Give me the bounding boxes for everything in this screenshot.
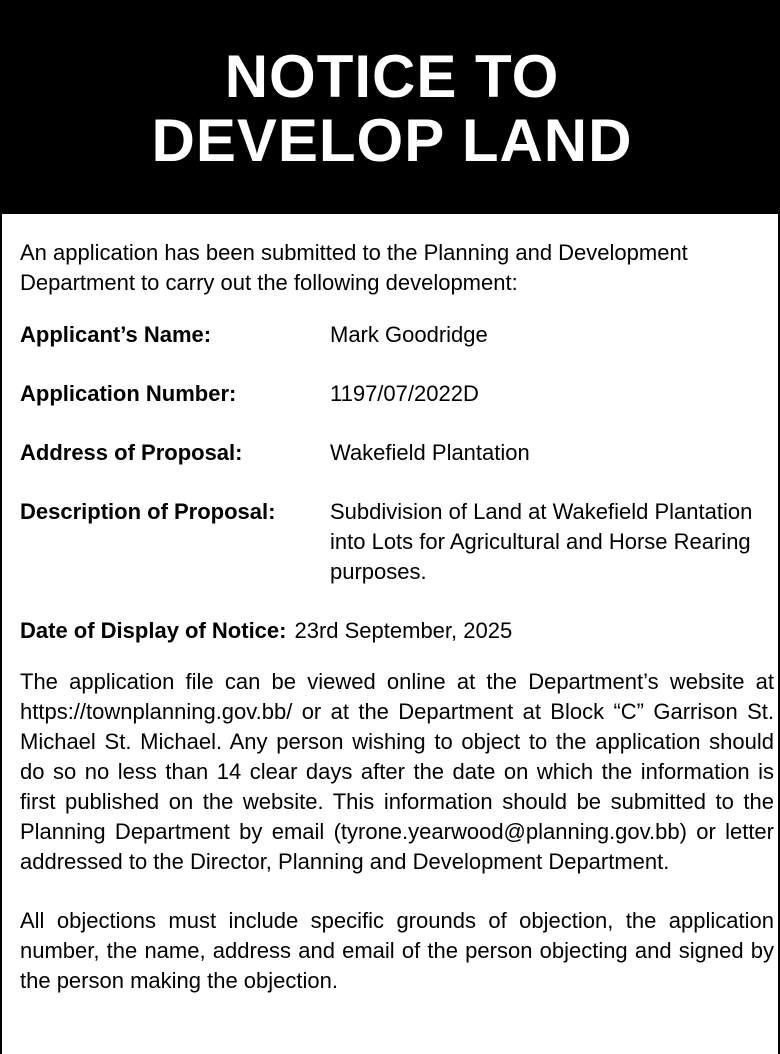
application-number-label: Application Number: [20, 381, 237, 406]
application-number-value: 1197/07/2022D [330, 381, 479, 406]
description-row [20, 497, 774, 587]
display-date-value: 23rd September, 2025 [294, 618, 513, 643]
address-value: Wakefield Plantation [330, 440, 530, 465]
application-number-row [20, 379, 774, 409]
viewing-paragraph: The application file can be viewed online at the Department’s website at https://townplanning.gov.bb/ or at the Department at Block “C” Garrison St. Michael St. Michael. Any person wishing to object to the application should do so no less than 14 clear days after the date on which the information is first published on the website. This information should be submitted to the Planning Department by email (tyrone.yearwood@planning.gov.bb) or letter addressed to the Director, Planning and Development Department. [20, 669, 774, 874]
description-value: Subdivision of Land at Wakefield Plantation into Lots for Agricultural and Horse Rearing purposes. [330, 499, 753, 584]
notice-body [20, 238, 774, 1025]
display-date-row [20, 616, 774, 646]
notice-title-line-2: DEVELOP LAND [151, 107, 633, 174]
applicant-name-value: Mark Goodridge [330, 322, 488, 347]
applicant-name-row [20, 320, 774, 350]
notice-header [2, 0, 780, 214]
intro-text: An application has been submitted to the Planning and Development Department to carry out the following development: [20, 240, 688, 295]
applicant-name-label: Applicant’s Name: [20, 322, 212, 347]
description-label: Description of Proposal: [20, 499, 276, 524]
objections-paragraph: All objections must include specific grounds of objection, the application number, the name, address and email of the person objecting and signed by the person making the objection. [20, 908, 774, 993]
display-date-label: Date of Display of Notice: [20, 618, 287, 643]
address-label: Address of Proposal: [20, 440, 243, 465]
address-row [20, 438, 774, 468]
notice-title-line-1: NOTICE TO [224, 43, 560, 110]
